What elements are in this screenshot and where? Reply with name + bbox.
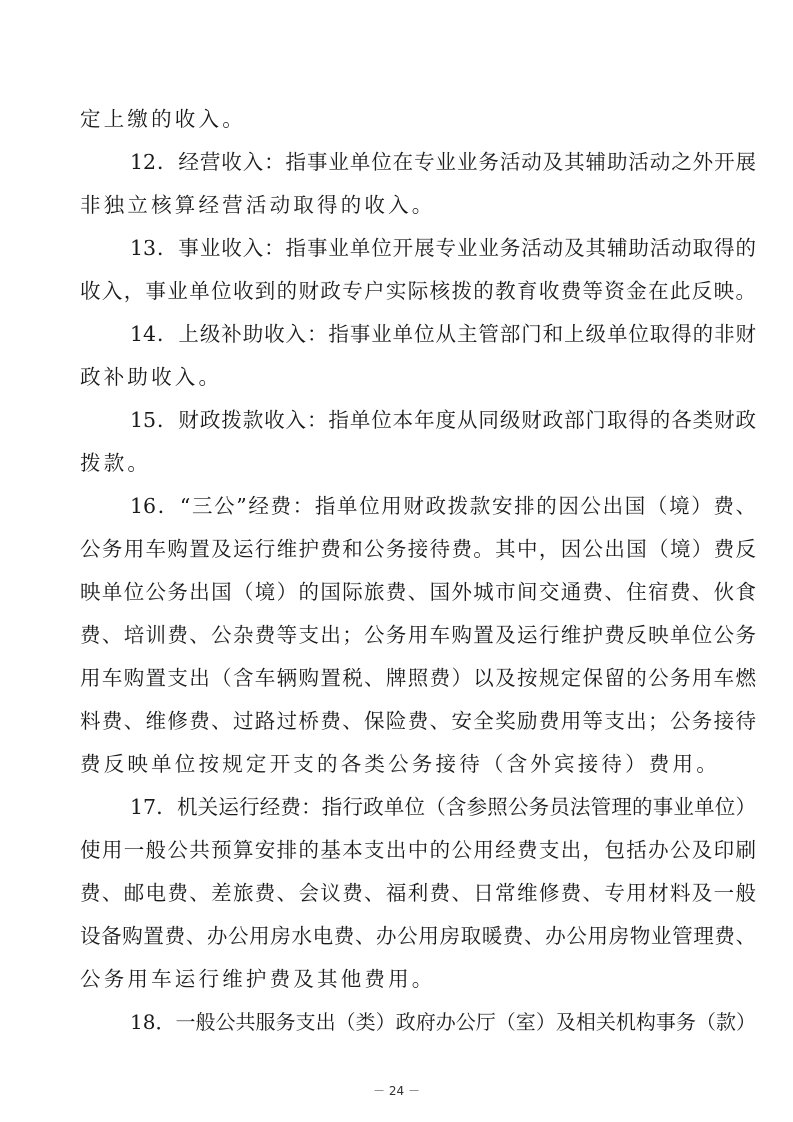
text-line: 公务用车运行维护费及其他费用。 bbox=[80, 967, 436, 991]
text-line: 政补助收入。 bbox=[80, 365, 223, 389]
paragraph-14-line: 14．上级补助收入：指事业单位从主管部门和上级单位取得的非财 bbox=[130, 322, 756, 346]
paragraph-12-line: 12．经营收入：指事业单位在专业业务活动及其辅助活动之外开展 bbox=[130, 150, 756, 174]
text-line: 料费、维修费、过路过桥费、保险费、安全奖励费用等支出；公务接待 bbox=[80, 709, 756, 733]
text-line: 收入，事业单位收到的财政专户实际核拨的教育收费等资金在此反映。 bbox=[80, 279, 756, 303]
text-line: 费、培训费、公杂费等支出；公务用车购置及运行维护费反映单位公务 bbox=[80, 623, 756, 647]
text-line: 公务用车购置及运行维护费和公务接待费。其中，因公出国（境）费反 bbox=[80, 537, 756, 561]
text-line: 设备购置费、办公用房水电费、办公用房取暖费、办公用房物业管理费、 bbox=[80, 924, 756, 948]
text-line: 费、邮电费、差旅费、会议费、福利费、日常维修费、专用材料及一般 bbox=[80, 881, 756, 905]
paragraph-16-line: 16．“三公”经费：指单位用财政拨款安排的因公出国（境）费、 bbox=[130, 494, 756, 518]
text-line: 映单位公务出国（境）的国际旅费、国外城市间交通费、住宿费、伙食 bbox=[80, 580, 756, 604]
text-line: 费反映单位按规定开支的各类公务接待（含外宾接待）费用。 bbox=[80, 752, 720, 776]
text-line: 使用一般公共预算安排的基本支出中的公用经费支出，包括办公及印刷 bbox=[80, 838, 756, 862]
paragraph-18-line: 18．一般公共服务支出（类）政府办公厅（室）及相关机构事务（款） bbox=[130, 1010, 756, 1034]
paragraph-17-line: 17．机关运行经费：指行政单位（含参照公务员法管理的事业单位） bbox=[130, 795, 756, 819]
text-line: 拨款。 bbox=[80, 451, 152, 475]
text-line: 非独立核算经营活动取得的收入。 bbox=[80, 193, 436, 217]
page-number: － 24 － bbox=[373, 1084, 420, 1098]
text-line: 用车购置支出（含车辆购置税、牌照费）以及按规定保留的公务用车燃 bbox=[80, 666, 756, 690]
paragraph-13-line: 13．事业收入：指事业单位开展专业业务活动及其辅助活动取得的 bbox=[130, 236, 756, 260]
document-body bbox=[80, 98, 756, 1044]
text-line: 定上缴的收入。 bbox=[80, 107, 246, 131]
paragraph-15-line: 15．财政拨款收入：指单位本年度从同级财政部门取得的各类财政 bbox=[130, 408, 756, 432]
